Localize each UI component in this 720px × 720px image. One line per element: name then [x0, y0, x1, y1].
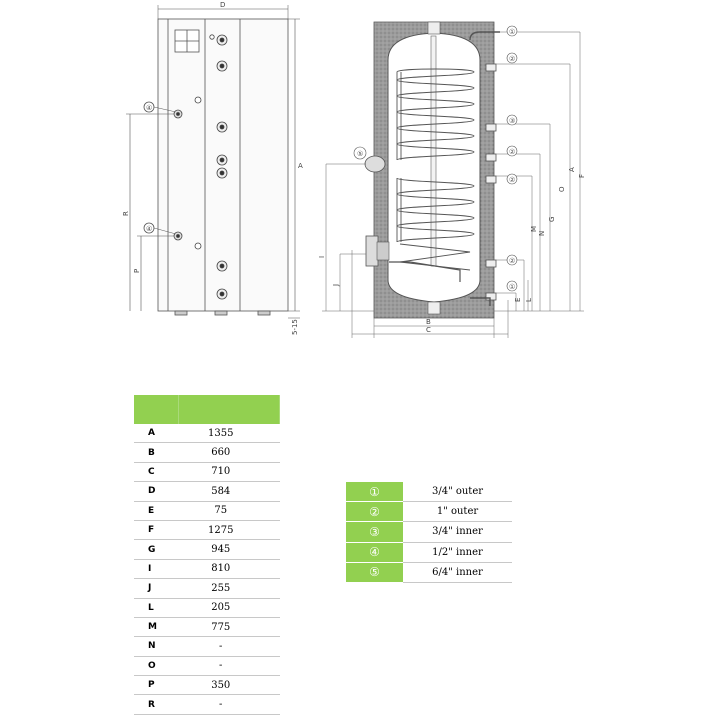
dimension-label: R	[134, 695, 178, 714]
connection-symbol: ③	[346, 522, 403, 542]
dimension-value: 810	[178, 559, 280, 578]
section-callout-4: ②	[509, 148, 516, 156]
dimension-row	[134, 443, 280, 462]
connection-symbol: ④	[346, 542, 403, 562]
dimension-row	[134, 540, 280, 559]
dimension-label: I	[134, 559, 178, 578]
section-dim-o: O	[558, 186, 566, 192]
dimension-row	[134, 676, 280, 695]
section-dim-j: J	[332, 283, 340, 286]
dimension-value: 75	[178, 501, 280, 520]
dimension-row	[134, 637, 280, 656]
front-view	[126, 5, 300, 318]
dimension-value: 584	[178, 482, 280, 501]
connection-symbol: ①	[346, 482, 403, 502]
section-dim-l: L	[525, 298, 533, 302]
dimension-value: 945	[178, 540, 280, 559]
dimension-row	[134, 695, 280, 714]
dimension-value: 775	[178, 617, 280, 636]
dimension-row	[134, 598, 280, 617]
front-callout-upper: ④	[146, 104, 153, 112]
dimension-value: 255	[178, 579, 280, 598]
front-dim-515: 5-15	[291, 319, 299, 335]
connection-row	[346, 562, 512, 582]
section-callout-1: ①	[509, 28, 516, 36]
dimension-label: F	[134, 520, 178, 539]
section-dim-n: N	[538, 230, 546, 236]
section-view	[365, 22, 500, 318]
connection-description: 3/4" outer	[403, 482, 512, 502]
dimension-label: C	[134, 462, 178, 481]
dimension-value: 205	[178, 598, 280, 617]
dimension-value: 1355	[178, 424, 280, 443]
dimension-value: 710	[178, 462, 280, 481]
dimension-label: G	[134, 540, 178, 559]
header-cell	[134, 395, 178, 424]
dimension-row	[134, 424, 280, 443]
dimension-value: -	[178, 637, 280, 656]
front-dim-p: P	[133, 268, 141, 273]
section-callout-3: ③	[509, 117, 516, 125]
dimension-table-header	[134, 395, 280, 424]
dimension-label: N	[134, 637, 178, 656]
dimension-value: 660	[178, 443, 280, 462]
section-dim-g: G	[548, 216, 556, 222]
connection-symbol: ⑤	[346, 562, 403, 582]
dimension-row	[134, 656, 280, 675]
dimension-value: -	[178, 656, 280, 675]
dimension-label: M	[134, 617, 178, 636]
dimension-row	[134, 501, 280, 520]
dimension-row	[134, 462, 280, 481]
section-dim-m: M	[530, 225, 538, 232]
section-dim-b: B	[426, 318, 431, 326]
front-dim-a: A	[298, 162, 303, 170]
dimension-value: 350	[178, 676, 280, 695]
dimension-label: O	[134, 656, 178, 675]
section-callout-element: ⑤	[357, 150, 364, 158]
dimension-row	[134, 482, 280, 501]
dimension-row	[134, 617, 280, 636]
section-dim-a: A	[568, 167, 576, 172]
dimension-label: P	[134, 676, 178, 695]
connection-symbol: ②	[346, 502, 403, 522]
connection-description: 6/4" inner	[403, 562, 512, 582]
connection-description: 1" outer	[403, 502, 512, 522]
dimension-table	[134, 395, 280, 715]
connection-description: 3/4" inner	[403, 522, 512, 542]
section-dim-c: C	[426, 326, 431, 334]
dimension-label: B	[134, 443, 178, 462]
dimension-label: L	[134, 598, 178, 617]
front-callout-lower: ④	[146, 225, 153, 233]
section-dim-i: I	[318, 255, 326, 258]
dimension-value: -	[178, 695, 280, 714]
section-dim-f: F	[578, 173, 586, 178]
dimension-label: E	[134, 501, 178, 520]
connection-row	[346, 522, 512, 542]
section-dim-e: E	[514, 297, 522, 302]
dimension-row	[134, 559, 280, 578]
connection-row	[346, 482, 512, 502]
front-dim-d: D	[220, 1, 226, 9]
dimension-label: J	[134, 579, 178, 598]
connection-row	[346, 502, 512, 522]
dimension-value: 1275	[178, 520, 280, 539]
section-callout-5: ②	[509, 176, 516, 184]
dimension-row	[134, 579, 280, 598]
connection-table	[346, 482, 512, 583]
connection-description: 1/2" inner	[403, 542, 512, 562]
section-callout-2: ②	[509, 55, 516, 63]
header-cell	[178, 395, 280, 424]
front-dim-r: R	[122, 211, 130, 216]
section-callout-6: ②	[509, 257, 516, 265]
dimension-label: A	[134, 424, 178, 443]
connection-row	[346, 542, 512, 562]
section-callout-7: ①	[509, 283, 516, 291]
dimension-row	[134, 520, 280, 539]
dimension-label: D	[134, 482, 178, 501]
